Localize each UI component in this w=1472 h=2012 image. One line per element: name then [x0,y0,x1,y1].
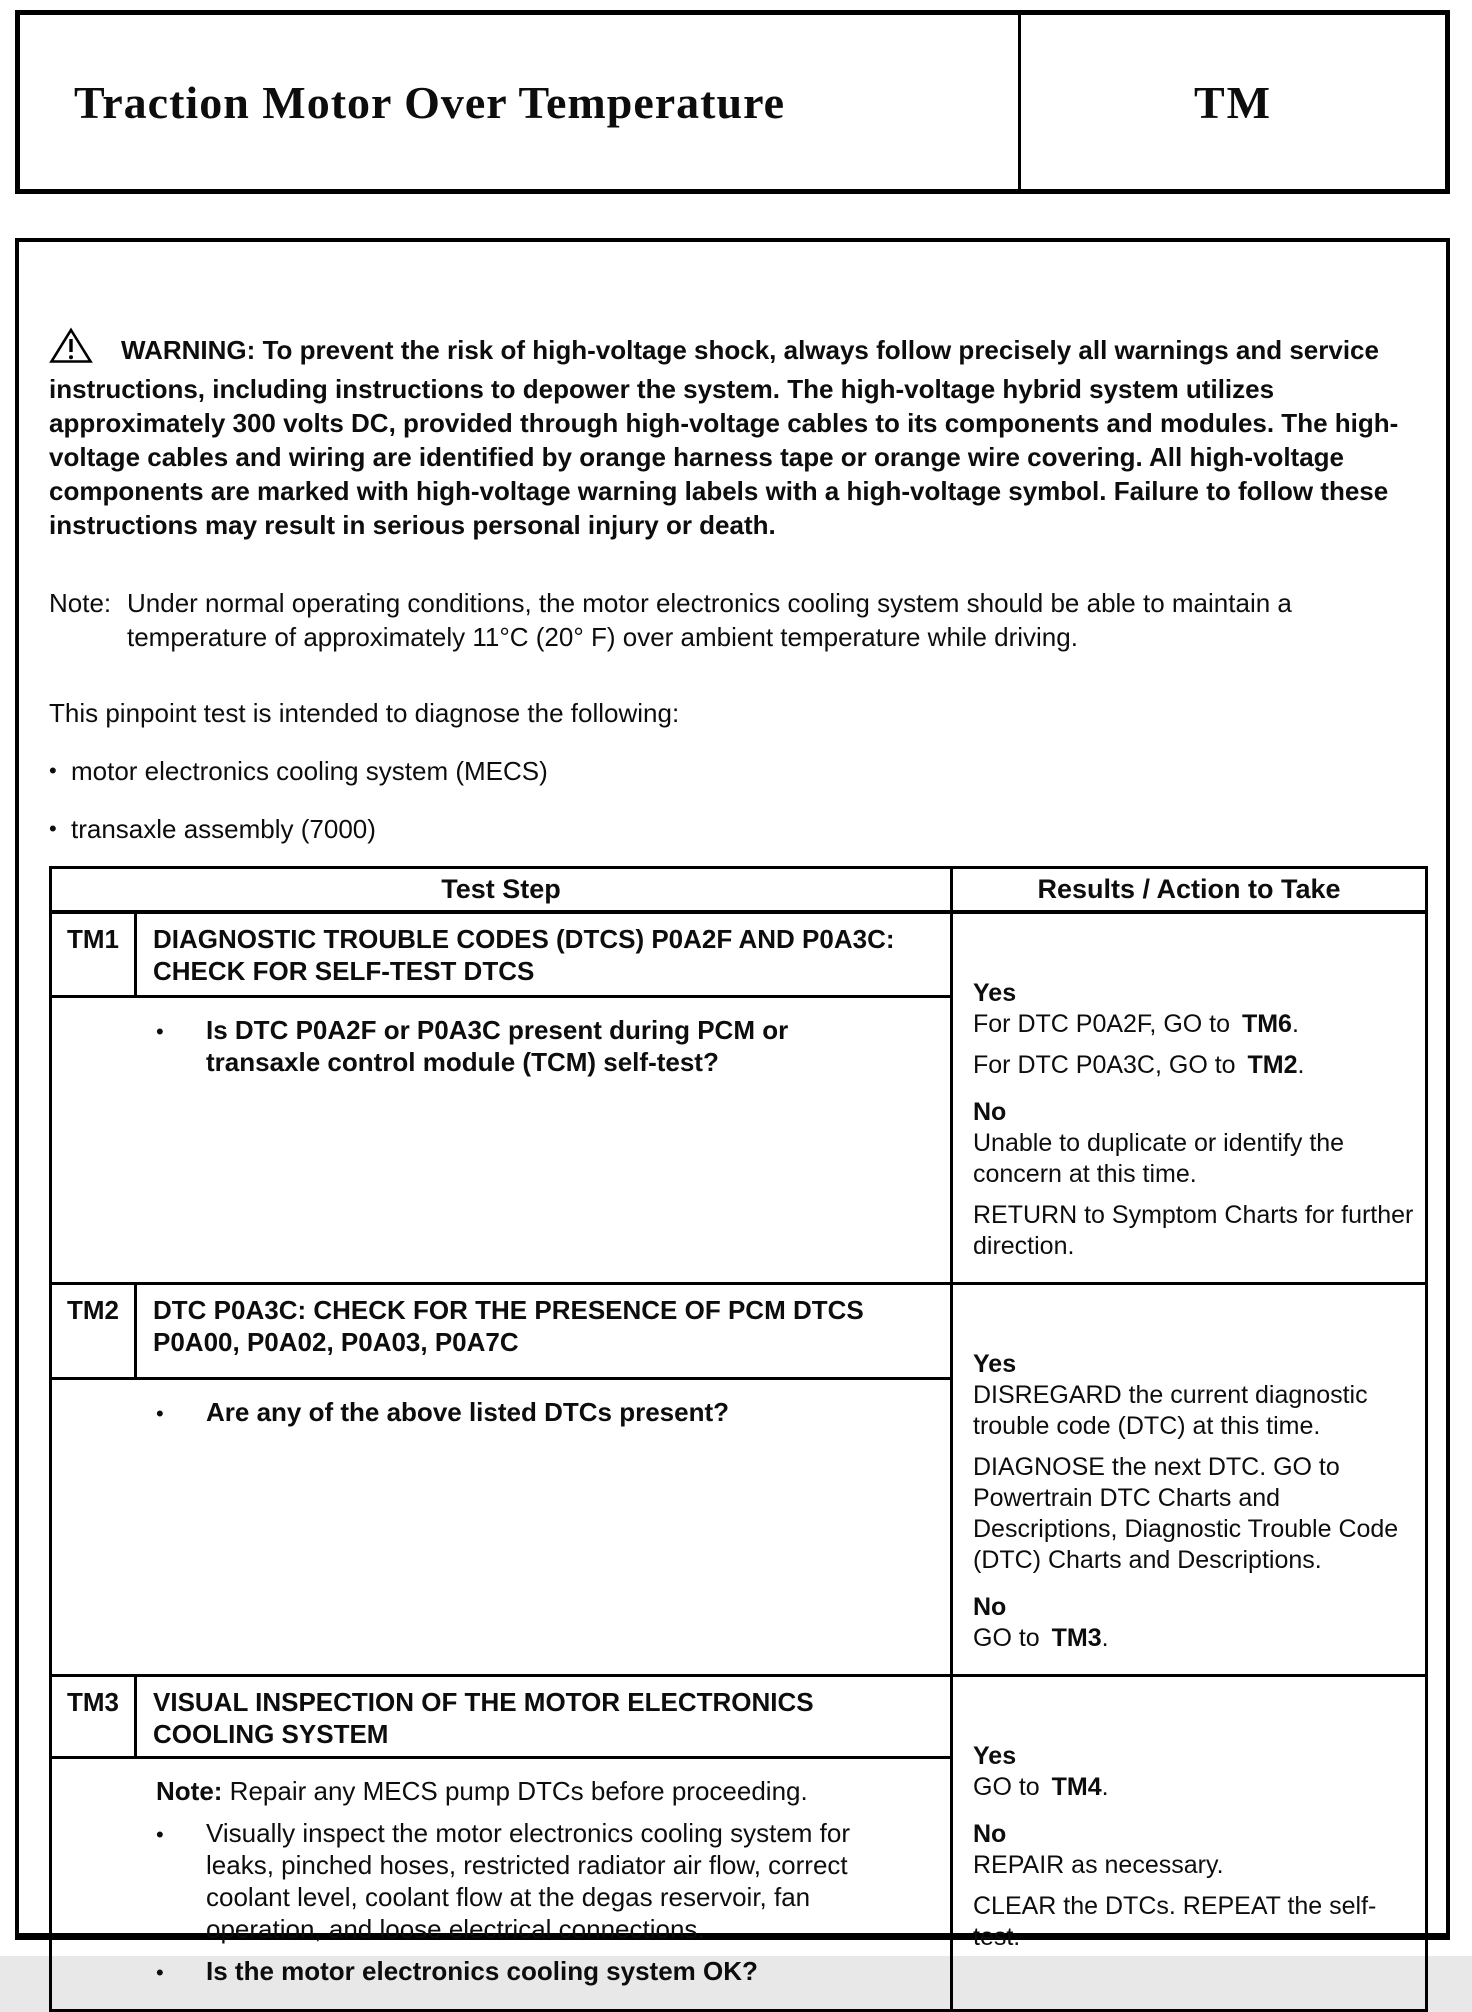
warning-triangle-icon [49,328,93,372]
result-action-text [973,1128,1415,1190]
result-action-text [973,1850,1415,1881]
result-text-segment: GO to [973,1772,1047,1801]
note-text: Repair any MECS pump DTCs before proceeding. [229,1775,808,1806]
test-step-title: DTC P0A3C: CHECK FOR THE PRESENCE OF PCM DTCS P0A00, P0A02, P0A03, P0A7C [136,1283,952,1379]
result-text-segment: . [1291,1009,1299,1038]
result-text-segment: GO to [973,1623,1047,1652]
note-label: Note: [49,588,112,618]
warning-text: To prevent the risk of high-voltage shock, always follow precisely all warnings and service instructions, including instructions to depower the system. The high-voltage hybrid system utilizes approximately 300 volts DC, provided through high-voltage cables to its components and modules. The high-voltage cables and wiring are identified by orange harness tape or orange wire covering. All high-voltage components are marked with high-voltage warning labels with a high-voltage symbol. Failure to follow these instructions may result in serious personal injury or death. [49,335,1399,540]
diagnosis-target-list [49,754,1432,846]
test-step-title: DIAGNOSTIC TROUBLE CODES (DTCS) P0A2F AND P0A3C: CHECK FOR SELF-TEST DTCS [136,912,952,997]
result-action-text [973,1200,1415,1262]
table-header-row [51,868,1427,912]
bullet-icon: • [49,816,57,841]
test-step-id: TM3 [51,1675,136,1757]
high-voltage-warning [49,328,1432,542]
table-row [51,1283,1427,1379]
list-item [49,754,1432,788]
note-text: Under normal operating conditions, the motor electronics cooling system should be able to maintain a temperature of approximately 11°C (20° F) over ambient temperature while driving. [127,588,1292,652]
result-text-segment: DIAGNOSE the next DTC. GO to Powertrain DTC Charts and Descriptions, Diagnostic Trouble Code (DTC) Charts and Descriptions. [973,1452,1399,1574]
header-title-cell [20,15,1021,189]
go-to-target: TM6 [1241,1009,1292,1038]
result-action-text [973,1380,1415,1442]
result-text-segment: REPAIR as necessary. [973,1850,1224,1879]
list-item-text: motor electronics cooling system (MECS) [71,756,548,786]
test-step-id: TM2 [51,1283,136,1379]
go-to-target: TM3 [1051,1623,1102,1652]
note-label: Note: [156,1775,230,1806]
column-header-results: Results / Action to Take [952,868,1427,912]
result-action-text [973,1050,1415,1081]
result-text-segment: . [1101,1772,1109,1801]
step-bullet-item [156,1014,930,1078]
bullet-icon: • [156,1821,164,1847]
results-content [973,1295,1415,1654]
page-title: Traction Motor Over Temperature [74,76,786,128]
result-text-segment: For DTC P0A2F, GO to [973,1009,1237,1038]
go-to-target: TM2 [1247,1050,1298,1079]
step-text: Is DTC P0A2F or P0A3C present during PCM or transaxle control module (TCM) self-test? [206,1014,789,1077]
list-item-text: transaxle assembly (7000) [71,814,376,844]
result-action-text [973,1623,1415,1654]
test-code: TM [1193,76,1273,128]
step-bullet-item [156,1396,930,1430]
intro-text: This pinpoint test is intended to diagnose the following: [49,698,680,728]
test-step-detail [51,1757,952,2010]
result-answer-label: Yes [973,1741,1017,1770]
results-content [973,1687,1415,1953]
pinpoint-test-table [49,866,1428,2012]
bullet-icon: • [156,1401,164,1427]
result-text-segment: CLEAR the DTCs. REPEAT the self-test. [973,1891,1377,1951]
result-action-text [973,1452,1415,1576]
step-note [156,1775,930,1807]
test-step-id: TM1 [51,912,136,997]
note-block [49,586,1432,654]
warning-label: WARNING: [121,335,256,365]
result-text-segment: . [1101,1623,1109,1652]
test-table-body [51,912,1427,2011]
result-answer-label: No [973,1097,1007,1126]
step-text: Are any of the above listed DTCs present? [206,1397,730,1428]
page-header [15,10,1450,194]
list-item [49,812,1432,846]
results-cell [952,1675,1427,2010]
result-answer-label: No [973,1819,1007,1848]
result-text-segment: . [1297,1050,1305,1079]
table-row [51,912,1427,997]
test-step-title: VISUAL INSPECTION OF THE MOTOR ELECTRONICS COOLING SYSTEM [136,1675,952,1757]
bullet-icon: • [156,1018,164,1044]
step-bullet-item [156,1955,930,1989]
step-text: Visually inspect the motor electronics cooling system for leaks, pinched hoses, restricted radiator air flow, correct coolant level, coolant flow at the degas reservoir, fan operation, and loose electrical connections. [206,1817,851,1944]
content-box [15,238,1450,1986]
results-content [973,924,1415,1262]
result-action-text [973,1009,1415,1040]
result-action-text [973,1772,1415,1803]
results-cell [952,1283,1427,1675]
bullet-icon: • [156,1959,164,1985]
result-text-segment: Unable to duplicate or identify the concern at this time. [973,1128,1345,1188]
table-row [51,1675,1427,1757]
column-header-test-step: Test Step [51,868,952,912]
go-to-target: TM4 [1051,1772,1102,1801]
step-text: Is the motor electronics cooling system OK? [206,1955,758,1986]
step-bullet-item [156,1817,930,1945]
results-cell [952,912,1427,1284]
bullet-icon: • [49,758,57,783]
result-answer-label: Yes [973,978,1017,1007]
test-step-detail [51,1379,952,1675]
result-text-segment: For DTC P0A3C, GO to [973,1050,1243,1079]
result-text-segment: RETURN to Symptom Charts for further direction. [973,1200,1414,1260]
test-step-detail [51,996,952,1283]
result-answer-label: Yes [973,1349,1017,1378]
result-text-segment: DISREGARD the current diagnostic trouble code (DTC) at this time. [973,1380,1368,1440]
result-answer-label: No [973,1592,1007,1621]
result-action-text [973,1891,1415,1953]
header-code-cell [1021,15,1445,189]
